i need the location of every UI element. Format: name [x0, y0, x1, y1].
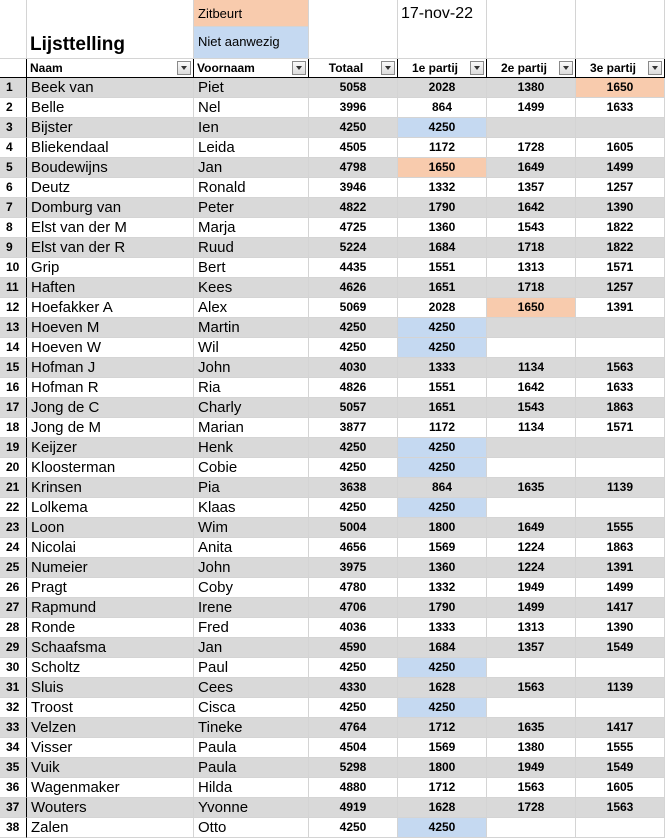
naam-cell[interactable]: Kloosterman: [27, 458, 194, 478]
naam-cell[interactable]: Beek van: [27, 78, 194, 98]
naam-cell[interactable]: Visser: [27, 738, 194, 758]
partij-1-cell[interactable]: 1790: [398, 598, 487, 618]
partij-1-cell[interactable]: 4250: [398, 118, 487, 138]
row-number[interactable]: 20: [0, 458, 27, 478]
row-number[interactable]: 30: [0, 658, 27, 678]
empty-cell: [576, 0, 665, 59]
voornaam-cell[interactable]: Nel: [194, 98, 309, 118]
totaal-cell[interactable]: 3877: [309, 418, 398, 438]
voornaam-cell[interactable]: Paula: [194, 738, 309, 758]
naam-cell[interactable]: Zalen: [27, 818, 194, 838]
voornaam-cell[interactable]: Tineke: [194, 718, 309, 738]
partij-2-cell[interactable]: 1718: [487, 278, 576, 298]
partij-2-cell[interactable]: 1635: [487, 478, 576, 498]
voornaam-cell[interactable]: Ronald: [194, 178, 309, 198]
partij-1-cell[interactable]: 1712: [398, 718, 487, 738]
totaal-cell[interactable]: 5004: [309, 518, 398, 538]
date-cell[interactable]: [398, 0, 487, 59]
totaal-cell[interactable]: 4656: [309, 538, 398, 558]
voornaam-cell[interactable]: Coby: [194, 578, 309, 598]
header-naam-label: Naam: [30, 61, 63, 75]
partij-2-cell[interactable]: 1642: [487, 198, 576, 218]
naam-cell[interactable]: Boudewijns: [27, 158, 194, 178]
legend-zitbeurt[interactable]: [194, 0, 309, 27]
row-number[interactable]: 31: [0, 678, 27, 698]
partij-3-cell[interactable]: [576, 318, 665, 338]
title-cell[interactable]: [27, 0, 194, 59]
partij-3-cell[interactable]: [576, 658, 665, 678]
row-number[interactable]: 18: [0, 418, 27, 438]
partij-1-cell[interactable]: 1790: [398, 198, 487, 218]
totaal-cell[interactable]: 4250: [309, 438, 398, 458]
partij-2-cell[interactable]: 1563: [487, 778, 576, 798]
totaal-cell[interactable]: 5057: [309, 398, 398, 418]
empty-cell: [487, 0, 576, 59]
partij-3-cell[interactable]: 1571: [576, 258, 665, 278]
row-number[interactable]: 35: [0, 758, 27, 778]
voornaam-cell[interactable]: Bert: [194, 258, 309, 278]
totaal-cell[interactable]: 4250: [309, 658, 398, 678]
totaal-cell[interactable]: 4590: [309, 638, 398, 658]
partij-3-cell[interactable]: 1549: [576, 638, 665, 658]
header-voornaam[interactable]: [194, 59, 309, 78]
row-number[interactable]: 19: [0, 438, 27, 458]
header-index-cell: [0, 59, 27, 78]
naam-cell[interactable]: Scholtz: [27, 658, 194, 678]
totaal-cell[interactable]: 4435: [309, 258, 398, 278]
partij-2-cell[interactable]: 1728: [487, 798, 576, 818]
header-naam[interactable]: [27, 59, 194, 78]
totaal-cell[interactable]: 4250: [309, 118, 398, 138]
totaal-cell[interactable]: 5058: [309, 78, 398, 98]
partij-2-cell[interactable]: 1649: [487, 518, 576, 538]
naam-cell[interactable]: Troost: [27, 698, 194, 718]
naam-cell[interactable]: Hoeven W: [27, 338, 194, 358]
filter-dropdown-icon[interactable]: [648, 61, 662, 75]
partij-1-cell[interactable]: 4250: [398, 338, 487, 358]
partij-3-cell[interactable]: 1633: [576, 378, 665, 398]
partij-3-cell[interactable]: [576, 498, 665, 518]
naam-cell[interactable]: Sluis: [27, 678, 194, 698]
row-number[interactable]: 12: [0, 298, 27, 318]
naam-cell[interactable]: Bijster: [27, 118, 194, 138]
voornaam-cell[interactable]: Paul: [194, 658, 309, 678]
naam-cell[interactable]: Schaafsma: [27, 638, 194, 658]
voornaam-cell[interactable]: Marian: [194, 418, 309, 438]
partij-2-cell[interactable]: 1134: [487, 418, 576, 438]
naam-cell[interactable]: Hoeven M: [27, 318, 194, 338]
partij-3-cell[interactable]: 1390: [576, 198, 665, 218]
header-partij-3[interactable]: [576, 59, 665, 78]
totaal-cell[interactable]: 4504: [309, 738, 398, 758]
partij-1-cell[interactable]: 1684: [398, 238, 487, 258]
filter-dropdown-icon[interactable]: [381, 61, 395, 75]
voornaam-cell[interactable]: Jan: [194, 158, 309, 178]
row-number[interactable]: 6: [0, 178, 27, 198]
partij-2-cell[interactable]: 1949: [487, 578, 576, 598]
naam-cell[interactable]: Keijzer: [27, 438, 194, 458]
partij-2-cell[interactable]: 1718: [487, 238, 576, 258]
naam-cell[interactable]: Jong de M: [27, 418, 194, 438]
header-partij-3-label: 3e partij: [589, 61, 637, 75]
partij-2-cell[interactable]: [487, 498, 576, 518]
partij-1-cell[interactable]: 4250: [398, 698, 487, 718]
partij-1-cell[interactable]: 4250: [398, 818, 487, 838]
partij-2-cell[interactable]: 1380: [487, 78, 576, 98]
partij-1-cell[interactable]: 1651: [398, 278, 487, 298]
date-value: 17-nov-22: [401, 5, 474, 22]
voornaam-cell[interactable]: Otto: [194, 818, 309, 838]
partij-1-cell[interactable]: 4250: [398, 458, 487, 478]
header-voornaam-label: Voornaam: [197, 61, 255, 75]
totaal-cell[interactable]: 4798: [309, 158, 398, 178]
partij-3-cell[interactable]: 1257: [576, 178, 665, 198]
partij-2-cell[interactable]: 1543: [487, 218, 576, 238]
filter-dropdown-icon[interactable]: [470, 61, 484, 75]
voornaam-cell[interactable]: Yvonne: [194, 798, 309, 818]
naam-cell[interactable]: Hofman R: [27, 378, 194, 398]
legend-niet-aanwezig-label: Niet aanwezig: [198, 34, 280, 49]
header-partij-2[interactable]: [487, 59, 576, 78]
partij-3-cell[interactable]: 1417: [576, 718, 665, 738]
voornaam-cell[interactable]: John: [194, 558, 309, 578]
row-number[interactable]: 25: [0, 558, 27, 578]
voornaam-cell[interactable]: Anita: [194, 538, 309, 558]
totaal-cell[interactable]: 5069: [309, 298, 398, 318]
partij-2-cell[interactable]: [487, 438, 576, 458]
sheet-title: Lijsttelling: [30, 34, 125, 55]
totaal-cell[interactable]: 4250: [309, 698, 398, 718]
naam-cell[interactable]: Bliekendaal: [27, 138, 194, 158]
partij-2-cell[interactable]: 1313: [487, 258, 576, 278]
voornaam-cell[interactable]: Cees: [194, 678, 309, 698]
partij-1-cell[interactable]: 1333: [398, 618, 487, 638]
filter-dropdown-icon[interactable]: [292, 61, 306, 75]
partij-2-cell[interactable]: [487, 458, 576, 478]
voornaam-cell[interactable]: Martin: [194, 318, 309, 338]
totaal-cell[interactable]: 4822: [309, 198, 398, 218]
header-partij-2-label: 2e partij: [500, 61, 548, 75]
row-number[interactable]: 24: [0, 538, 27, 558]
row-number[interactable]: 17: [0, 398, 27, 418]
partij-1-cell[interactable]: 1650: [398, 158, 487, 178]
totaal-cell[interactable]: 4036: [309, 618, 398, 638]
row-number[interactable]: 22: [0, 498, 27, 518]
partij-1-cell[interactable]: 1712: [398, 778, 487, 798]
naam-cell[interactable]: Pragt: [27, 578, 194, 598]
partij-1-cell[interactable]: 1360: [398, 558, 487, 578]
voornaam-cell[interactable]: Klaas: [194, 498, 309, 518]
voornaam-cell[interactable]: Ien: [194, 118, 309, 138]
totaal-cell[interactable]: 4030: [309, 358, 398, 378]
naam-cell[interactable]: Nicolai: [27, 538, 194, 558]
row-number[interactable]: 5: [0, 158, 27, 178]
totaal-cell[interactable]: 4880: [309, 778, 398, 798]
partij-2-cell[interactable]: 1357: [487, 638, 576, 658]
partij-3-cell[interactable]: [576, 438, 665, 458]
voornaam-cell[interactable]: Paula: [194, 758, 309, 778]
naam-cell[interactable]: Elst van der M: [27, 218, 194, 238]
partij-2-cell[interactable]: 1635: [487, 718, 576, 738]
totaal-cell[interactable]: 3638: [309, 478, 398, 498]
partij-3-cell[interactable]: 1391: [576, 558, 665, 578]
naam-cell[interactable]: Krinsen: [27, 478, 194, 498]
voornaam-cell[interactable]: Cisca: [194, 698, 309, 718]
totaal-cell[interactable]: 3996: [309, 98, 398, 118]
totaal-cell[interactable]: 4505: [309, 138, 398, 158]
partij-1-cell[interactable]: 1172: [398, 138, 487, 158]
partij-1-cell[interactable]: 1332: [398, 178, 487, 198]
partij-3-cell[interactable]: 1139: [576, 678, 665, 698]
totaal-cell[interactable]: 4250: [309, 338, 398, 358]
partij-1-cell[interactable]: 1628: [398, 798, 487, 818]
partij-3-cell[interactable]: [576, 698, 665, 718]
partij-3-cell[interactable]: 1417: [576, 598, 665, 618]
partij-3-cell[interactable]: 1499: [576, 578, 665, 598]
voornaam-cell[interactable]: Marja: [194, 218, 309, 238]
filter-dropdown-icon[interactable]: [559, 61, 573, 75]
partij-1-cell[interactable]: 864: [398, 478, 487, 498]
totaal-cell[interactable]: 4626: [309, 278, 398, 298]
partij-2-cell[interactable]: 1642: [487, 378, 576, 398]
partij-3-cell[interactable]: 1391: [576, 298, 665, 318]
partij-1-cell[interactable]: 4250: [398, 438, 487, 458]
totaal-cell[interactable]: 5224: [309, 238, 398, 258]
naam-cell[interactable]: Hoefakker A: [27, 298, 194, 318]
totaal-cell[interactable]: 4725: [309, 218, 398, 238]
naam-cell[interactable]: Ronde: [27, 618, 194, 638]
voornaam-cell[interactable]: Pia: [194, 478, 309, 498]
partij-2-cell[interactable]: 1134: [487, 358, 576, 378]
partij-3-cell[interactable]: 1390: [576, 618, 665, 638]
partij-2-cell[interactable]: 1224: [487, 558, 576, 578]
partij-3-cell[interactable]: 1139: [576, 478, 665, 498]
partij-1-cell[interactable]: 1172: [398, 418, 487, 438]
partij-3-cell[interactable]: 1605: [576, 778, 665, 798]
partij-2-cell[interactable]: 1563: [487, 678, 576, 698]
totaal-cell[interactable]: 4330: [309, 678, 398, 698]
totaal-cell[interactable]: 4250: [309, 818, 398, 838]
row-number[interactable]: 16: [0, 378, 27, 398]
voornaam-cell[interactable]: Wim: [194, 518, 309, 538]
header-totaal[interactable]: [309, 59, 398, 78]
row-number[interactable]: 8: [0, 218, 27, 238]
partij-3-cell[interactable]: [576, 118, 665, 138]
row-number[interactable]: 23: [0, 518, 27, 538]
partij-2-cell[interactable]: 1499: [487, 598, 576, 618]
totaal-cell[interactable]: 4250: [309, 318, 398, 338]
row-number[interactable]: 11: [0, 278, 27, 298]
naam-cell[interactable]: Wagenmaker: [27, 778, 194, 798]
partij-2-cell[interactable]: [487, 698, 576, 718]
corner-cell: [0, 0, 27, 59]
partij-3-cell[interactable]: 1257: [576, 278, 665, 298]
partij-2-cell[interactable]: 1224: [487, 538, 576, 558]
row-number[interactable]: 7: [0, 198, 27, 218]
partij-3-cell[interactable]: [576, 338, 665, 358]
partij-3-cell[interactable]: 1605: [576, 138, 665, 158]
row-number[interactable]: 13: [0, 318, 27, 338]
naam-cell[interactable]: Haften: [27, 278, 194, 298]
partij-3-cell[interactable]: 1555: [576, 518, 665, 538]
voornaam-cell[interactable]: Leida: [194, 138, 309, 158]
voornaam-cell[interactable]: Ria: [194, 378, 309, 398]
partij-2-cell[interactable]: 1650: [487, 298, 576, 318]
totaal-cell[interactable]: 3946: [309, 178, 398, 198]
voornaam-cell[interactable]: Henk: [194, 438, 309, 458]
partij-3-cell[interactable]: 1563: [576, 798, 665, 818]
partij-1-cell[interactable]: 4250: [398, 658, 487, 678]
voornaam-cell[interactable]: John: [194, 358, 309, 378]
header-totaal-label: Totaal: [328, 61, 364, 75]
row-number[interactable]: 32: [0, 698, 27, 718]
naam-cell[interactable]: Lolkema: [27, 498, 194, 518]
row-number[interactable]: 3: [0, 118, 27, 138]
totaal-cell[interactable]: 4764: [309, 718, 398, 738]
naam-cell[interactable]: Elst van der R: [27, 238, 194, 258]
partij-1-cell[interactable]: 4250: [398, 318, 487, 338]
partij-2-cell[interactable]: 1649: [487, 158, 576, 178]
partij-2-cell[interactable]: [487, 118, 576, 138]
row-number[interactable]: 27: [0, 598, 27, 618]
voornaam-cell[interactable]: Charly: [194, 398, 309, 418]
totaal-cell[interactable]: 5298: [309, 758, 398, 778]
partij-3-cell[interactable]: 1555: [576, 738, 665, 758]
header-partij-1[interactable]: [398, 59, 487, 78]
partij-1-cell[interactable]: 2028: [398, 78, 487, 98]
partij-2-cell[interactable]: 1728: [487, 138, 576, 158]
naam-cell[interactable]: Wouters: [27, 798, 194, 818]
row-number[interactable]: 9: [0, 238, 27, 258]
partij-1-cell[interactable]: 1332: [398, 578, 487, 598]
naam-cell[interactable]: Rapmund: [27, 598, 194, 618]
partij-2-cell[interactable]: [487, 658, 576, 678]
naam-cell[interactable]: Loon: [27, 518, 194, 538]
partij-3-cell[interactable]: [576, 458, 665, 478]
row-number[interactable]: 15: [0, 358, 27, 378]
voornaam-cell[interactable]: Wil: [194, 338, 309, 358]
row-number[interactable]: 14: [0, 338, 27, 358]
row-number[interactable]: 2: [0, 98, 27, 118]
legend-zitbeurt-label: Zitbeurt: [198, 6, 243, 21]
partij-3-cell[interactable]: 1863: [576, 538, 665, 558]
naam-cell[interactable]: Numeier: [27, 558, 194, 578]
row-number[interactable]: 28: [0, 618, 27, 638]
partij-1-cell[interactable]: 1800: [398, 518, 487, 538]
partij-3-cell[interactable]: 1650: [576, 78, 665, 98]
naam-cell[interactable]: Grip: [27, 258, 194, 278]
totaal-cell[interactable]: 4919: [309, 798, 398, 818]
naam-cell[interactable]: Velzen: [27, 718, 194, 738]
row-number[interactable]: 26: [0, 578, 27, 598]
partij-3-cell[interactable]: 1822: [576, 218, 665, 238]
row-number[interactable]: 36: [0, 778, 27, 798]
voornaam-cell[interactable]: Fred: [194, 618, 309, 638]
partij-1-cell[interactable]: 4250: [398, 498, 487, 518]
row-number[interactable]: 37: [0, 798, 27, 818]
voornaam-cell[interactable]: Kees: [194, 278, 309, 298]
filter-dropdown-icon[interactable]: [177, 61, 191, 75]
naam-cell[interactable]: Jong de C: [27, 398, 194, 418]
partij-2-cell[interactable]: [487, 338, 576, 358]
partij-2-cell[interactable]: 1543: [487, 398, 576, 418]
partij-1-cell[interactable]: 1551: [398, 378, 487, 398]
partij-2-cell[interactable]: 1499: [487, 98, 576, 118]
partij-2-cell[interactable]: 1357: [487, 178, 576, 198]
naam-cell[interactable]: Vuik: [27, 758, 194, 778]
row-number[interactable]: 1: [0, 78, 27, 98]
row-number[interactable]: 4: [0, 138, 27, 158]
partij-3-cell[interactable]: 1563: [576, 358, 665, 378]
totaal-cell[interactable]: 4826: [309, 378, 398, 398]
voornaam-cell[interactable]: Jan: [194, 638, 309, 658]
partij-3-cell[interactable]: 1499: [576, 158, 665, 178]
partij-3-cell[interactable]: 1571: [576, 418, 665, 438]
row-number[interactable]: 33: [0, 718, 27, 738]
partij-1-cell[interactable]: 1551: [398, 258, 487, 278]
partij-2-cell[interactable]: [487, 818, 576, 838]
partij-2-cell[interactable]: 1313: [487, 618, 576, 638]
partij-1-cell[interactable]: 864: [398, 98, 487, 118]
partij-1-cell[interactable]: 1333: [398, 358, 487, 378]
partij-1-cell[interactable]: 1569: [398, 538, 487, 558]
voornaam-cell[interactable]: Piet: [194, 78, 309, 98]
header-partij-1-label: 1e partij: [411, 61, 459, 75]
partij-3-cell[interactable]: 1822: [576, 238, 665, 258]
legend-niet-aanwezig[interactable]: [194, 27, 309, 59]
naam-cell[interactable]: Domburg van: [27, 198, 194, 218]
row-number[interactable]: 10: [0, 258, 27, 278]
voornaam-cell[interactable]: Ruud: [194, 238, 309, 258]
voornaam-cell[interactable]: Cobie: [194, 458, 309, 478]
totaal-cell[interactable]: 3975: [309, 558, 398, 578]
totaal-cell[interactable]: 4250: [309, 458, 398, 478]
partij-1-cell[interactable]: 1684: [398, 638, 487, 658]
voornaam-cell[interactable]: Irene: [194, 598, 309, 618]
partij-1-cell[interactable]: 1569: [398, 738, 487, 758]
partij-3-cell[interactable]: [576, 818, 665, 838]
partij-1-cell[interactable]: 1628: [398, 678, 487, 698]
totaal-cell[interactable]: 4250: [309, 498, 398, 518]
partij-2-cell[interactable]: [487, 318, 576, 338]
partij-3-cell[interactable]: 1633: [576, 98, 665, 118]
partij-1-cell[interactable]: 1651: [398, 398, 487, 418]
voornaam-cell[interactable]: Hilda: [194, 778, 309, 798]
totaal-cell[interactable]: 4706: [309, 598, 398, 618]
voornaam-cell[interactable]: Peter: [194, 198, 309, 218]
partij-1-cell[interactable]: 2028: [398, 298, 487, 318]
row-number[interactable]: 29: [0, 638, 27, 658]
totaal-cell[interactable]: 4780: [309, 578, 398, 598]
row-number[interactable]: 34: [0, 738, 27, 758]
partij-3-cell[interactable]: 1549: [576, 758, 665, 778]
empty-cell: [309, 0, 398, 59]
partij-3-cell[interactable]: 1863: [576, 398, 665, 418]
row-number[interactable]: 21: [0, 478, 27, 498]
partij-2-cell[interactable]: 1949: [487, 758, 576, 778]
voornaam-cell[interactable]: Alex: [194, 298, 309, 318]
naam-cell[interactable]: Hofman J: [27, 358, 194, 378]
partij-2-cell[interactable]: 1380: [487, 738, 576, 758]
partij-1-cell[interactable]: 1800: [398, 758, 487, 778]
row-number[interactable]: 38: [0, 818, 27, 838]
naam-cell[interactable]: Deutz: [27, 178, 194, 198]
partij-1-cell[interactable]: 1360: [398, 218, 487, 238]
naam-cell[interactable]: Belle: [27, 98, 194, 118]
